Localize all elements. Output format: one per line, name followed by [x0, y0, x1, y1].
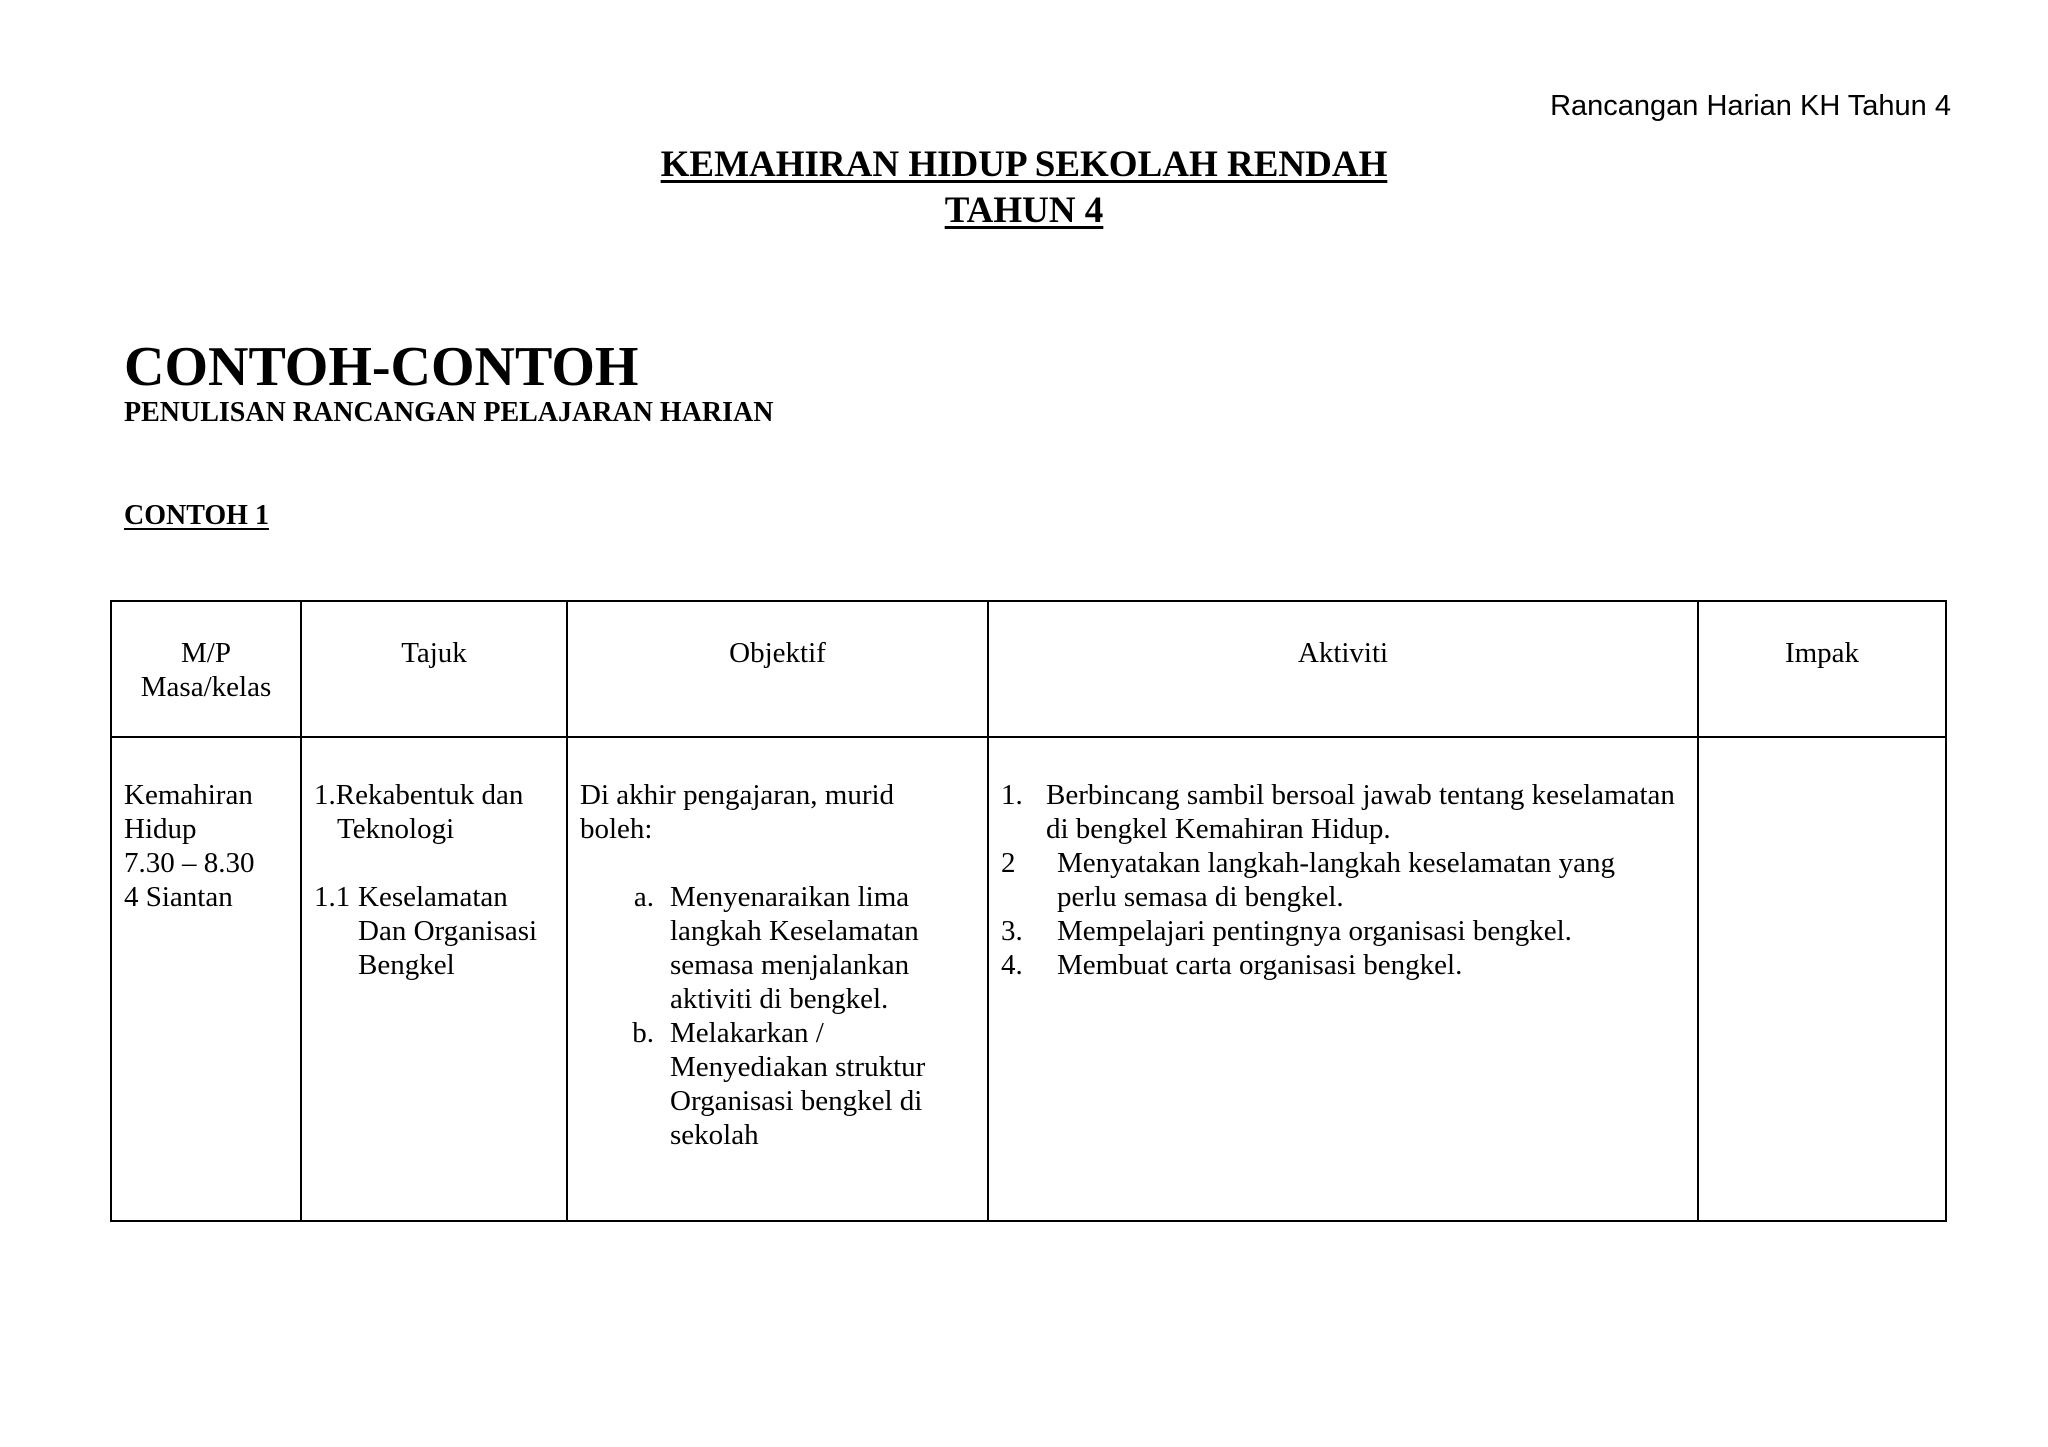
activity-line: Mempelajari pentingnya organisasi bengkel.	[1057, 915, 1572, 947]
cell-impak	[1698, 737, 1946, 1221]
mp-line: 7.30 – 8.30	[124, 847, 255, 879]
cell-tajuk	[301, 737, 567, 1221]
cell-mp	[111, 737, 301, 1221]
objective-line: langkah Keselamatan	[670, 915, 919, 947]
activity-marker: 1.	[1001, 779, 1023, 811]
objective-line: Melakarkan /	[670, 1017, 824, 1049]
subtopic	[314, 880, 554, 982]
lesson-plan-table	[110, 600, 1947, 1222]
activity-line: perlu semasa di bengkel.	[1057, 881, 1344, 913]
activity-item	[1001, 846, 1685, 914]
objective-intro-line-1: Di akhir pengajaran, murid	[580, 779, 895, 811]
activity-line: Menyatakan langkah-langkah keselamatan yang	[1057, 847, 1616, 879]
example-label: CONTOH 1	[124, 500, 269, 531]
mp-line: 4 Siantan	[124, 881, 233, 913]
subtopic-line: Bengkel	[358, 949, 455, 981]
header-mp-line-1: M/P	[181, 637, 231, 669]
title-line-2: TAHUN 4	[944, 190, 1104, 231]
activity-marker: 2	[1001, 847, 1016, 879]
header-impak: Impak	[1698, 601, 1946, 737]
subtopic-number: 1.1	[314, 881, 351, 913]
header-mp	[111, 601, 301, 737]
objective-line: Organisasi bengkel di	[670, 1085, 923, 1117]
cell-aktiviti	[988, 737, 1698, 1221]
subtopic-line: Keselamatan	[358, 881, 508, 913]
section-subheading: PENULISAN RANCANGAN PELAJARAN HARIAN	[124, 397, 774, 428]
activity-line: Membuat carta organisasi bengkel.	[1057, 949, 1463, 981]
section-heading: CONTOH-CONTOH	[124, 336, 639, 398]
objective-line: Menyediakan struktur	[670, 1051, 926, 1083]
table-header-row	[111, 601, 1946, 737]
cell-objektif	[567, 737, 988, 1221]
header-objektif: Objektif	[567, 601, 988, 737]
objective-line: aktiviti di bengkel.	[670, 983, 889, 1015]
mp-line: Kemahiran	[124, 779, 253, 811]
topic-line-2: Teknologi	[337, 813, 455, 845]
objective-line: Menyenaraikan lima	[670, 881, 910, 913]
activity-marker: 3.	[1001, 915, 1023, 947]
activity-line: di bengkel Kemahiran Hidup.	[1046, 813, 1391, 845]
activity-item	[1001, 914, 1685, 948]
objective-line: sekolah	[670, 1119, 759, 1151]
objective-intro-line-2: boleh:	[580, 813, 653, 845]
table-row	[111, 737, 1946, 1221]
header-tajuk: Tajuk	[301, 601, 567, 737]
objective-item	[580, 880, 975, 1016]
topic-line-1: 1.Rekabentuk dan	[314, 779, 524, 811]
document-title	[0, 142, 2048, 234]
objective-marker: b.	[632, 1017, 654, 1049]
activity-item	[1001, 778, 1685, 846]
subtopic-line: Dan Organisasi	[358, 915, 538, 947]
activity-line: Berbincang sambil bersoal jawab tentang keselamatan	[1046, 779, 1675, 811]
objective-item	[580, 1016, 975, 1152]
objective-marker: a.	[633, 881, 654, 913]
header-mp-line-2: Masa/kelas	[140, 671, 272, 703]
mp-line: Hidup	[124, 813, 197, 845]
activity-marker: 4.	[1001, 949, 1023, 981]
title-line-1: KEMAHIRAN HIDUP SEKOLAH RENDAH	[660, 144, 1388, 185]
running-header: Rancangan Harian KH Tahun 4	[1550, 90, 1951, 122]
activity-item	[1001, 948, 1685, 982]
header-aktiviti: Aktiviti	[988, 601, 1698, 737]
objective-line: semasa menjalankan	[670, 949, 910, 981]
